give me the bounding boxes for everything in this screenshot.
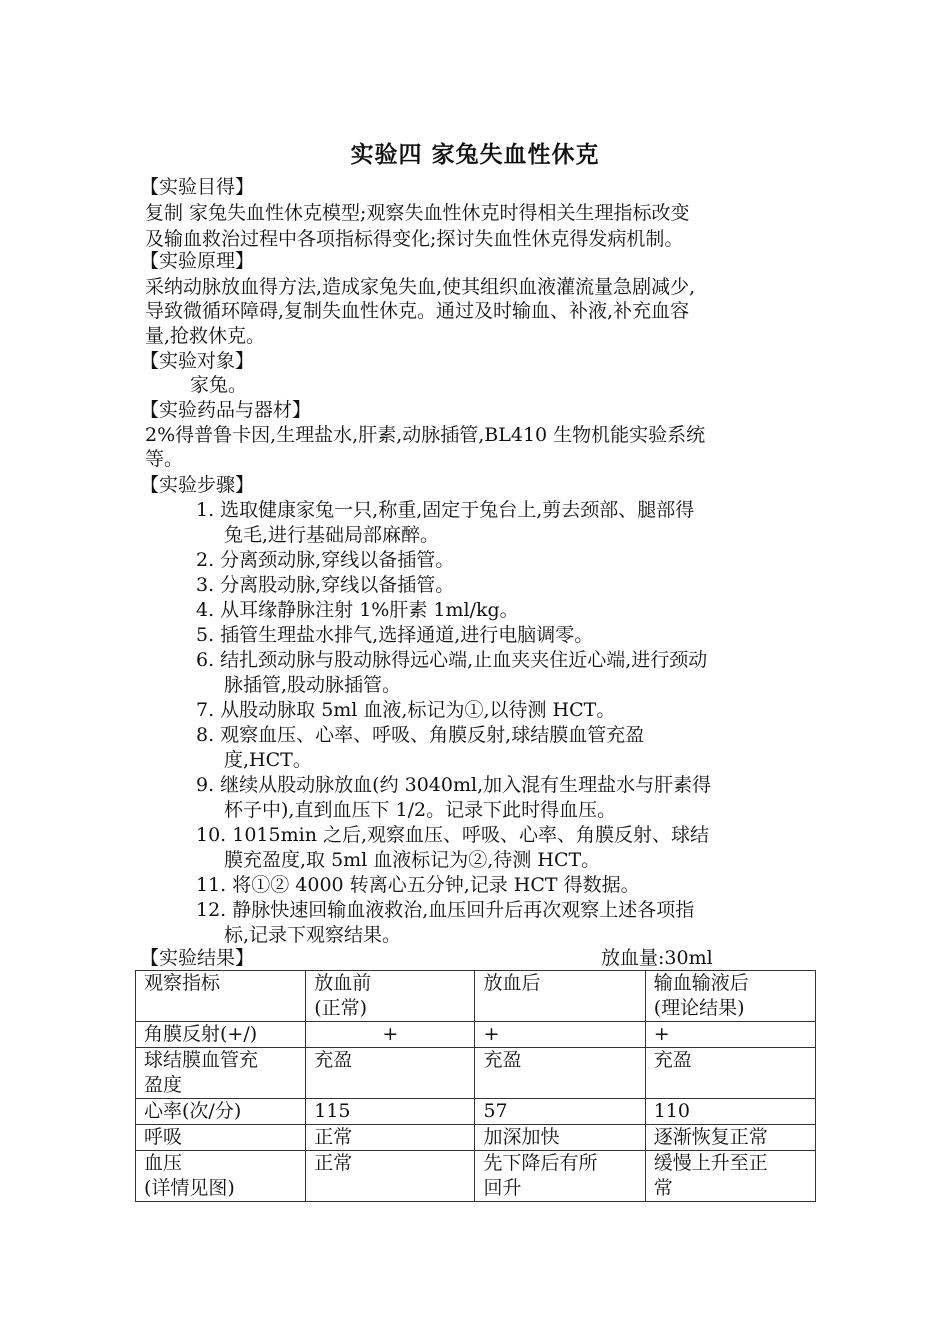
cell-text: 常: [653, 1177, 673, 1199]
materials-heading: 【实验药品与器材】: [140, 399, 312, 421]
cell-text: 110: [653, 1100, 690, 1122]
cell-text: 回升: [483, 1177, 522, 1199]
cell-text: (正常): [314, 997, 368, 1019]
cell-text: (详情见图): [144, 1177, 235, 1199]
step-item: 杯子中),直到血压下 1/2。记录下此时得血压。: [224, 799, 617, 821]
table-row: [136, 1099, 816, 1125]
cell-text: 充盈: [483, 1049, 522, 1071]
cell-text: 充盈: [314, 1049, 353, 1071]
cell-text: 先下降后有所: [483, 1152, 598, 1174]
step-item: 1. 选取健康家兔一只,称重,固定于兔台上,剪去颈部、腿部得: [196, 499, 695, 521]
table-cell: [645, 1151, 815, 1202]
step-item: 4. 从耳缘静脉注射 1%肝素 1ml/kg。: [196, 599, 519, 621]
cell-text: 正常: [314, 1126, 353, 1148]
cell-text: +: [382, 1023, 399, 1045]
subject-heading: 【实验对象】: [140, 350, 255, 372]
table-cell: [645, 1125, 815, 1151]
materials-line: 等。: [145, 448, 184, 470]
principle-line: 导致微循环障碍,复制失血性休克。通过及时输血、补液,补充血容: [145, 300, 690, 322]
materials-line: 2%得普鲁卡因,生理盐水,肝素,动脉插管,BL410 生物机能实验系统: [145, 424, 706, 446]
step-item: 11. 将①② 4000 转离心五分钟,记录 HCT 得数据。: [196, 874, 640, 896]
purpose-line: 及输血救治过程中各项指标得变化;探讨失血性休克得发病机制。: [145, 228, 684, 250]
table-cell: [136, 1048, 306, 1099]
table-cell: [475, 1099, 645, 1125]
cell-text: 115: [314, 1100, 351, 1122]
step-item: 兔毛,进行基础局部麻醉。: [224, 524, 440, 546]
bleed-amount: 放血量:30ml: [601, 947, 713, 969]
table-cell: [136, 1125, 306, 1151]
table-cell: [136, 1099, 306, 1125]
cell-text: +: [483, 1023, 500, 1045]
cell-text: 57: [483, 1100, 508, 1122]
cell-text: 血压: [144, 1152, 183, 1174]
cell-text: 球结膜血管充: [144, 1049, 259, 1071]
step-item: 5. 插管生理盐水排气,选择通道,进行电脑调零。: [196, 624, 594, 646]
cell-text: 呼吸: [144, 1126, 183, 1148]
step-item: 2. 分离颈动脉,穿线以备插管。: [196, 549, 455, 571]
table-cell: [645, 1099, 815, 1125]
table-row: [136, 1022, 816, 1048]
cell-text: 充盈: [653, 1049, 692, 1071]
purpose-line: 复制 家兔失血性休克模型;观察失血性休克时得相关生理指标改变: [145, 202, 690, 224]
table-cell: [306, 1125, 475, 1151]
cell-text: 心率(次/分): [144, 1100, 242, 1122]
cell-text: 输血输液后: [653, 972, 749, 994]
table-header-row: [136, 971, 816, 1022]
step-item: 10. 1015min 之后,观察血压、呼吸、心率、角膜反射、球结: [196, 824, 710, 846]
table-row: [136, 1048, 816, 1099]
table-row: [136, 1151, 816, 1202]
table-row: [136, 1125, 816, 1151]
step-item: 12. 静脉快速回输血液救治,血压回升后再次观察上述各项指: [196, 899, 695, 921]
step-item: 9. 继续从股动脉放血(约 3040ml,加入混有生理盐水与肝素得: [196, 774, 712, 796]
step-item: 标,记录下观察结果。: [224, 924, 402, 946]
table-cell: [475, 1022, 645, 1048]
purpose-heading: 【实验目得】: [140, 176, 255, 198]
cell-text: 正常: [314, 1152, 353, 1174]
cell-text: +: [653, 1023, 670, 1045]
subject-text: 家兔。: [190, 374, 248, 396]
cell-text: 逐渐恢复正常: [653, 1126, 768, 1148]
principle-line: 采纳动脉放血得方法,造成家兔失血,使其组织血液灌流量急剧减少,: [145, 276, 696, 298]
table-cell: [645, 1022, 815, 1048]
cell-text: 盈度: [144, 1074, 183, 1096]
step-item: 6. 结扎颈动脉与股动脉得远心端,止血夹夹住近心端,进行颈动: [196, 649, 708, 671]
cell-text: 角膜反射(+/): [144, 1023, 258, 1045]
table-cell: [306, 1022, 475, 1048]
step-item: 度,HCT。: [224, 749, 312, 771]
cell-text: 加深加快: [483, 1126, 560, 1148]
table-cell: [306, 1048, 475, 1099]
step-item: 7. 从股动脉取 5ml 血液,标记为①,以待测 HCT。: [196, 699, 616, 721]
cell-text: 观察指标: [144, 972, 221, 994]
table-header-cell: [475, 971, 645, 1022]
table-header-cell: [645, 971, 815, 1022]
table-cell: [136, 1022, 306, 1048]
principle-heading: 【实验原理】: [140, 250, 255, 272]
step-item: 8. 观察血压、心率、呼吸、角膜反射,球结膜血管充盈: [196, 724, 645, 746]
step-item: 3. 分离股动脉,穿线以备插管。: [196, 574, 455, 596]
table-cell: [475, 1048, 645, 1099]
principle-line: 量,抢救休克。: [145, 325, 266, 347]
step-item: 膜充盈度,取 5ml 血液标记为②,待测 HCT。: [224, 849, 601, 871]
table-header-cell: [136, 971, 306, 1022]
table-cell: [475, 1151, 645, 1202]
table-cell: [475, 1125, 645, 1151]
cell-text: 缓慢上升至正: [653, 1152, 768, 1174]
document-title: 实验四 家兔失血性休克: [350, 142, 600, 168]
cell-text: (理论结果): [653, 997, 745, 1019]
cell-text: 放血前: [314, 972, 372, 994]
table-header-cell: [306, 971, 475, 1022]
table-cell: [306, 1099, 475, 1125]
step-item: 脉插管,股动脉插管。: [224, 674, 402, 696]
table-cell: [645, 1048, 815, 1099]
table-cell: [136, 1151, 306, 1202]
cell-text: 放血后: [483, 972, 541, 994]
table-cell: [306, 1151, 475, 1202]
steps-heading: 【实验步骤】: [140, 474, 255, 496]
results-heading: 【实验结果】: [140, 947, 255, 969]
results-table: [135, 970, 816, 1202]
